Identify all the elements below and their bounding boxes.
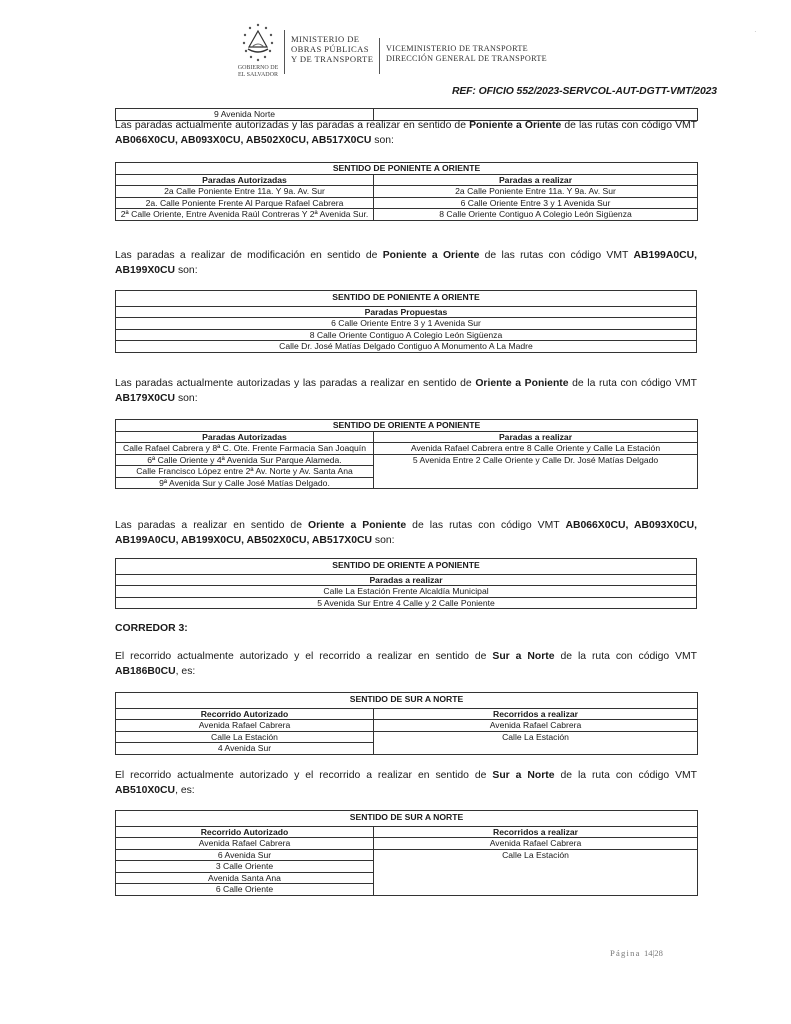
- section-heading: CORREDOR 3:: [115, 623, 188, 634]
- table-cell: 6 Calle Oriente: [116, 884, 374, 896]
- crest-caption: GOBIERNO DE EL SALVADOR: [237, 65, 279, 78]
- table-cell: 6 Calle Oriente Entre 3 y 1 Avenida Sur: [374, 197, 698, 209]
- table-cell: 3 Calle Oriente: [116, 861, 374, 873]
- table-cell: Calle La Estación: [374, 731, 698, 754]
- table-cell: Avenida Rafael Cabrera: [116, 838, 374, 850]
- table-cell: Calle La Estación: [116, 731, 374, 743]
- stops-table-4: [115, 558, 697, 609]
- column-header: Recorridos a realizar: [374, 826, 698, 838]
- table-title: SENTIDO DE ORIENTE A PONIENTE: [116, 559, 697, 575]
- column-header: Paradas Propuestas: [116, 306, 697, 318]
- coat-of-arms-icon: [240, 22, 276, 66]
- table-cell: 9 Avenida Norte: [116, 109, 374, 121]
- column-header: Recorridos a realizar: [374, 708, 698, 720]
- table-cell: 4 Avenida Sur: [116, 743, 374, 755]
- table-cell: Calle La Estación Frente Alcaldía Municipal: [116, 586, 697, 598]
- table-cell: 2ª Calle Oriente, Entre Avenida Raúl Contreras Y 2ª Avenida Sur.: [116, 209, 374, 221]
- table-cell: Avenida Rafael Cabrera: [116, 720, 374, 732]
- table-cell: Avenida Rafael Cabrera: [374, 838, 698, 850]
- header-divider-2: [379, 38, 380, 74]
- paragraph-3: Las paradas actualmente autorizadas y las paradas a realizar en sentido de Oriente a Poniente de la ruta con código VMT AB179X0CU son:: [115, 378, 697, 404]
- column-header: Recorrido Autorizado: [116, 826, 374, 838]
- paragraph-6: El recorrido actualmente autorizado y el recorrido a realizar en sentido de Sur a Norte de la ruta con código VMT AB510X0CU, es:: [115, 770, 698, 796]
- paragraph-1: Las paradas actualmente autorizadas y las paradas a realizar en sentido de Poniente a Oriente de las rutas con código VMT AB066X0CU, AB093X0CU, AB502X0CU, AB517X0CU son:: [115, 120, 698, 146]
- column-header: Recorrido Autorizado: [116, 708, 374, 720]
- stops-table-1: [115, 162, 698, 221]
- table-cell: 6ª Calle Oriente y 4ª Avenida Sur Parque Alameda.: [116, 454, 374, 466]
- table-cell: Avenida Rafael Cabrera entre 8 Calle Oriente y Calle La Estación: [374, 443, 698, 455]
- table-cell: 5 Avenida Sur Entre 4 Calle y 2 Calle Poniente: [116, 597, 697, 609]
- ministry-name: MINISTERIO DE OBRAS PÚBLICAS Y DE TRANSPORTE: [291, 34, 374, 64]
- table-cell: Calle Dr. José Matías Delgado Contiguo A Monumento A La Madre: [116, 341, 697, 353]
- stops-table-2: [115, 290, 697, 353]
- column-header: Paradas Autorizadas: [116, 174, 374, 186]
- table-cell: 2a. Calle Poniente Frente Al Parque Rafael Cabrera: [116, 197, 374, 209]
- route-table-2: [115, 810, 698, 896]
- table-cell: 6 Calle Oriente Entre 3 y 1 Avenida Sur: [116, 318, 697, 330]
- route-table-1: [115, 692, 698, 755]
- table-cell: 5 Avenida Entre 2 Calle Oriente y Calle Dr. José Matías Delgado: [374, 454, 698, 489]
- reference-number: REF: OFICIO 552/2023-SERVCOL-AUT-DGTT-VMT/2023: [451, 86, 717, 97]
- column-header: Paradas a realizar: [116, 574, 697, 586]
- paragraph-5: El recorrido actualmente autorizado y el recorrido a realizar en sentido de Sur a Norte de la ruta con código VMT AB186B0CU, es:: [115, 651, 698, 677]
- viceministry-name: VICEMINISTERIO DE TRANSPORTE DIRECCIÓN GENERAL DE TRANSPORTE: [386, 44, 547, 63]
- table-title: SENTIDO DE SUR A NORTE: [116, 693, 698, 709]
- table-cell: 6 Avenida Sur: [116, 849, 374, 861]
- table-cell: Avenida Rafael Cabrera: [374, 720, 698, 732]
- table-title: SENTIDO DE PONIENTE A ORIENTE: [116, 291, 697, 307]
- table-cell: 2a Calle Poniente Entre 11a. Y 9a. Av. Sur: [116, 186, 374, 198]
- header-divider: [284, 30, 285, 74]
- column-header: Paradas a realizar: [374, 431, 698, 443]
- table-cell: Calle Rafael Cabrera y 8ª C. Ote. Frente Farmacia San Joaquín: [116, 443, 374, 455]
- table-cell: Calle Francisco López entre 2ª Av. Norte y Av. Santa Ana: [116, 466, 374, 478]
- page-count: 14|28: [643, 948, 663, 958]
- table-cell: Avenida Santa Ana: [116, 872, 374, 884]
- table-title: SENTIDO DE ORIENTE A PONIENTE: [116, 420, 698, 432]
- table-cell: 8 Calle Oriente Contiguo A Colegio León Sigüenza: [116, 329, 697, 341]
- page-label: Página: [610, 948, 641, 958]
- paragraph-2: Las paradas a realizar de modificación en sentido de Poniente a Oriente de las rutas con código VMT AB199A0CU, AB199X0CU son:: [115, 250, 698, 276]
- stops-table-3: [115, 419, 698, 489]
- page-number: [610, 948, 663, 958]
- margin-mark: ·: [754, 27, 757, 36]
- table-cell: 9ª Avenida Sur y Calle José Matías Delgado.: [116, 477, 374, 489]
- table-cell: 8 Calle Oriente Contiguo A Colegio León Sigüenza: [374, 209, 698, 221]
- column-header: Paradas Autorizadas: [116, 431, 374, 443]
- table-cell: 2a Calle Poniente Entre 11a. Y 9a. Av. Sur: [374, 186, 698, 198]
- column-header: Paradas a realizar: [374, 174, 698, 186]
- paragraph-4: Las paradas a realizar en sentido de Oriente a Poniente de las rutas con código VMT AB066X0CU, AB093X0CU, AB199A0CU, AB199X0CU, AB502X0CU, AB517X0CU son:: [115, 520, 697, 546]
- table-title: SENTIDO DE PONIENTE A ORIENTE: [116, 163, 698, 175]
- table-cell: Calle La Estación: [374, 849, 698, 895]
- table-title: SENTIDO DE SUR A NORTE: [116, 811, 698, 827]
